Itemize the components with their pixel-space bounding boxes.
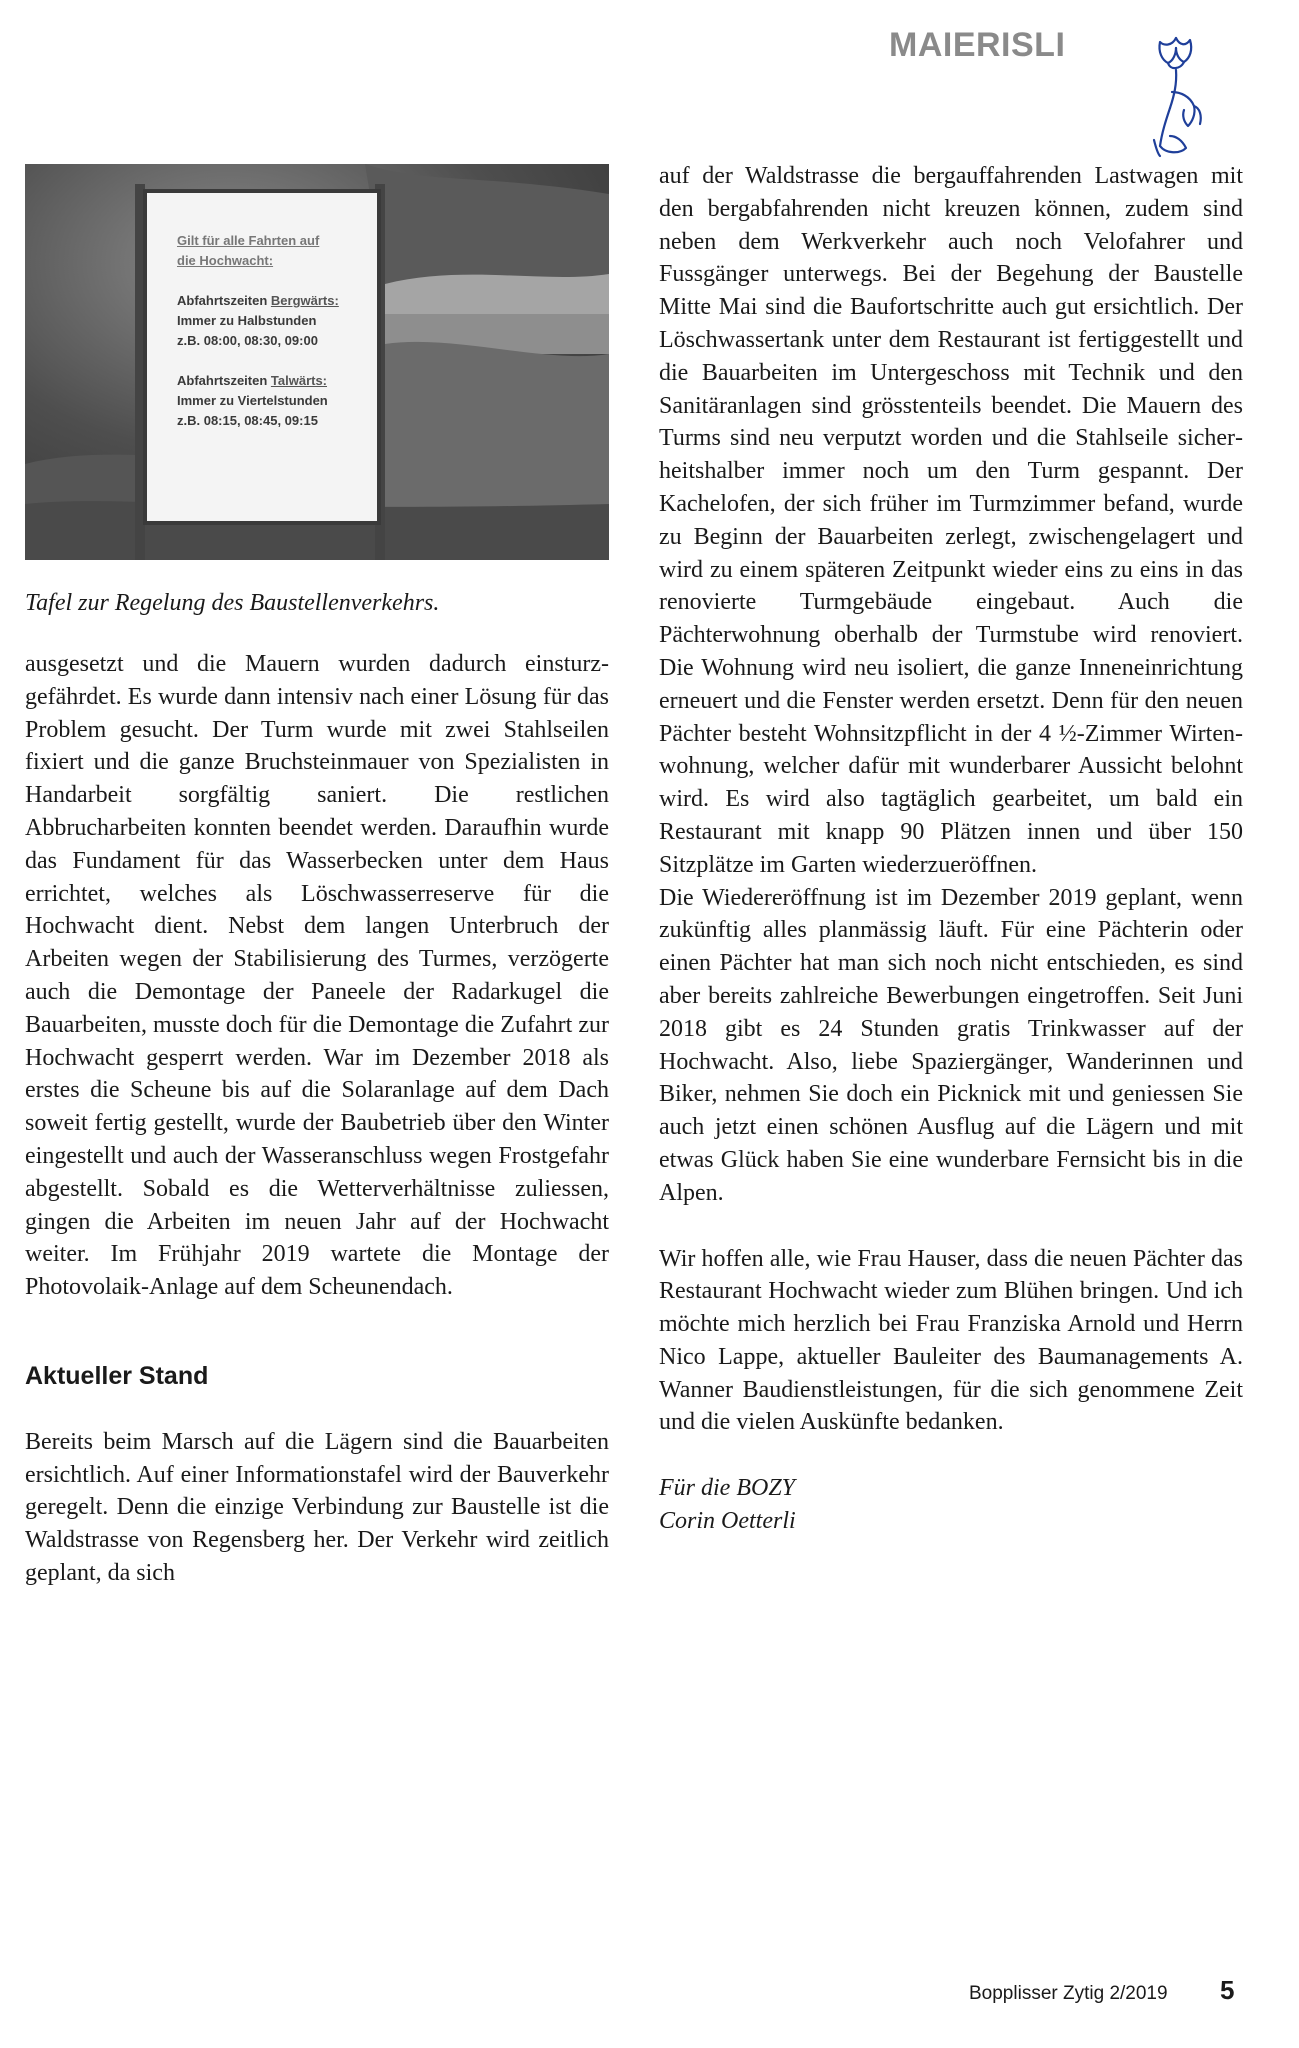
- uphill-rule: Immer zu Halbstunden: [177, 313, 317, 328]
- uphill-label: Abfahrtszeiten Bergwärts:: [177, 293, 339, 308]
- left-column: [25, 648, 609, 1590]
- right-paragraph-2: Die Wiedereröffnung ist im Dezember 2019 geplant, wenn zukünftig alles planmässig läuft. Für eine Pächterin oder einen Pächter hat man sich noch nicht entschieden, es sind aber bereits zahlreiche Bewerbungen eingetroffen. Seit Juni 2018 gibt es 24 Stunden gratis Trinkwasser auf der Hochwacht. Also, liebe Spaziergänger, Wanderinnen und Biker, nehmen Sie doch ein Picknick mit und geniessen Sie auch jetzt einen schönen Ausflug auf die Lägern und mit etwas Glück haben Sie eine wunderbare Fernsicht bis in die Alpen.: [659, 884, 1243, 1206]
- sign-heading-line1: Gilt für alle Fahrten auf: [177, 233, 320, 248]
- left-paragraph-2: Bereits beim Marsch auf die Lägern sind die Bauarbeiten ersichtlich. Auf einer Informationstafel wird der Bauverkehr geregelt. Denn die einzige Verbindung zur Baustelle ist die Waldstrasse von Regensberg her. Der Verkehr wird zeitlich geplant, da sich: [25, 1428, 609, 1586]
- downhill-rule: Immer zu Viertelstunden: [177, 393, 328, 408]
- construction-sign-photo: [25, 164, 609, 560]
- sign-heading-line2: die Hochwacht:: [177, 253, 274, 268]
- downhill-label: Abfahrtszeiten Talwärts:: [177, 373, 328, 388]
- photo-caption: Tafel zur Regelung des Baustellenverkehrs.: [25, 590, 440, 616]
- right-paragraph-1: auf der Waldstrasse die bergauffahrenden Lastwagen mit den bergabfahrenden nicht kreuzen können, zudem sind neben dem Werkverkehr auch noch Velofahrer und Fussgänger unterwegs. Bei der Begehung der Baustelle Mitte Mai sind die Baufortschritte auch gut ersichtlich. Der Löschwassertank unter dem Restaurant ist fertiggestellt und die Bauarbeiten im Untergeschoss mit Technik und den Sanitäranlagen sind grösstenteils beendet. Die Mauern des Turms sind neu verputzt worden und die Stahlseile sicherheitshalber immer noch um den Turm gespannt. Der Kachelofen, der sich früher im Turmzimmer befand, wurde zu Beginn der Bauarbeiten zerlegt, zwischengelagert und wird zu einem späteren Zeitpunkt wieder eins zu eins in das renovierte Turmgebäude eingebaut. Auch die Pächterwohnung oberhalb der Turmstube wird renoviert. Die Wohnung wird neu isoliert, die ganze Inneneinrichtung erneuert und die Fenster werden ersetzt. Denn für den neuen Pächter besteht Wohnsitzpflicht in der 4 ½-Zimmer Wirtenwohnung, welcher dafür mit wunderbarer Aussicht belohnt wird. Es wird also tagtäglich gearbeitet, um bald ein Restaurant mit knapp 90 Plätzen innen und über 150 Sitzplätze im Garten wiederzueröffnen.: [659, 163, 1243, 878]
- traffic-schedule-sign: [143, 189, 381, 525]
- downhill-times: z.B. 08:15, 08:45, 09:15: [177, 413, 318, 428]
- uphill-times: z.B. 08:00, 08:30, 09:00: [177, 333, 318, 348]
- snowbell-flower-icon: [1146, 36, 1206, 160]
- right-paragraph-3: Wir hoffen alle, wie Frau Hauser, dass die neuen Pächter das Restaurant Hochwacht wieder zum Blühen bringen. Und ich möchte mich herzlich bei Frau Franziska Arnold und Herrn Nico Lappe, aktueller Bauleiter des Baumanagements A. Wanner Baudienstleistungen, für die sich genommene Zeit und die vielen Auskünfte bedanken.: [659, 1245, 1243, 1436]
- publication-name: Bopplisser Zytig 2/2019: [969, 1983, 1168, 2004]
- right-column: [659, 160, 1243, 1538]
- section-heading: Aktueller Stand: [25, 1361, 209, 1390]
- page-number: 5: [1220, 1975, 1235, 2005]
- signature-line-1: Für die BOZY: [659, 1475, 796, 1502]
- section-title: MAIERISLI: [889, 26, 1066, 64]
- left-paragraph-1: ausgesetzt und die Mauern wurden dadurch einsturzgefährdet. Es wurde dann intensiv nach einer Lösung für das Problem gesucht. Der Turm wurde mit zwei Stahlseilen fixiert und die ganze Bruchsteinmauer von Spezialisten in Handarbeit sorgfältig saniert. Die restlichen Abbrucharbeiten konnten beendet werden. Daraufhin wurde das Fundament für das Wasserbecken unter dem Haus errichtet, welches als Löschwasserreserve für die Hochwacht dient. Nebst dem langen Unterbruch der Arbeiten wegen der Stabilisierung des Turmes, verzögerte auch die Demontage der Paneele der Radarkugel die Bauarbeiten, musste doch für die Demontage die Zufahrt zur Hochwacht gesperrt werden. War im Dezember 2018 als erstes die Scheune bis auf die Solaranlage auf dem Dach soweit fertig gestellt, wurde der Baubetrieb über den Winter eingestellt und auch der Wasseranschluss wegen Frostgefahr abgestellt. Sobald es die Wetterverhältnisse zuliessen, gingen die Arbeiten im neuen Jahr auf der Hochwacht weiter. Im Frühjahr 2019 wartete die Montage der Photovolaik-Anlage auf dem Scheunendach.: [25, 651, 609, 1301]
- signature-line-2: Corin Oetterli: [659, 1508, 796, 1535]
